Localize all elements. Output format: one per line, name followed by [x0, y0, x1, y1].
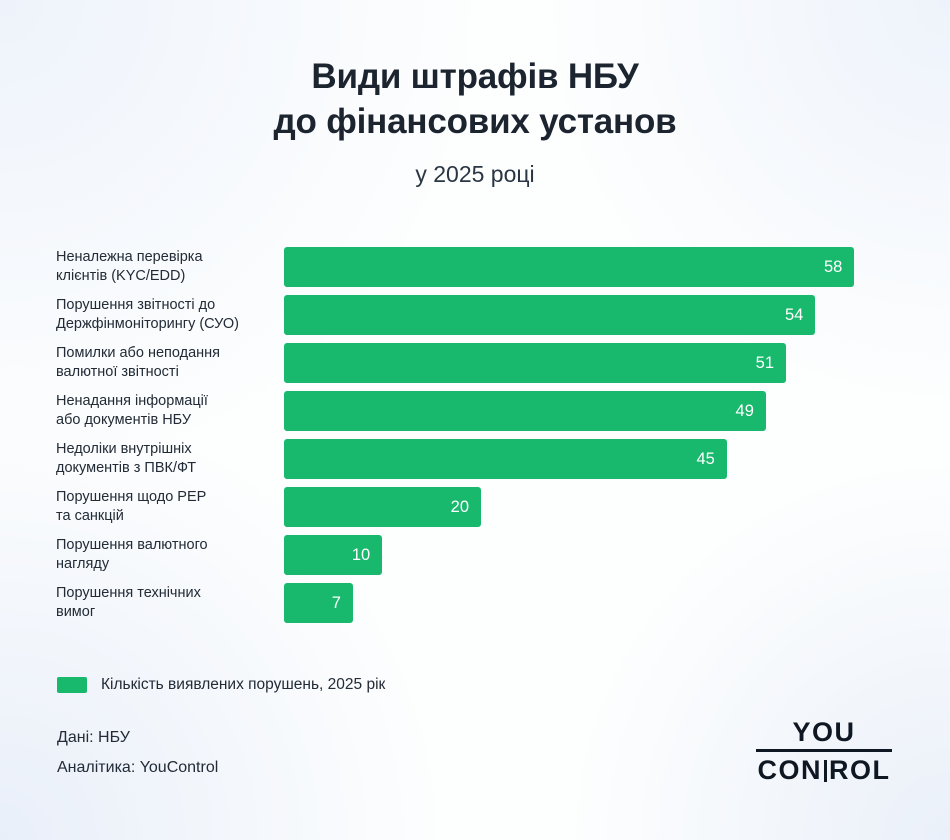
category-label-line: нагляду — [56, 556, 110, 572]
bar[interactable] — [284, 295, 815, 335]
bar-value: 58 — [823, 257, 843, 276]
category-label — [56, 248, 284, 286]
title-block — [0, 0, 950, 188]
bar-track — [284, 535, 894, 575]
bar[interactable] — [284, 343, 786, 383]
chart-row — [56, 339, 894, 387]
category-label — [56, 488, 284, 526]
category-label — [56, 344, 284, 382]
category-label-line: Недоліки внутрішніх — [56, 440, 192, 457]
chart-row — [56, 291, 894, 339]
logo-bottom-right: ROL — [829, 755, 891, 786]
category-label-line: Порушення щодо РЕР — [56, 488, 207, 505]
bar-value: 10 — [351, 545, 371, 564]
legend-label: Кількість виявлених порушень, 2025 рік — [101, 676, 386, 693]
chart-title-line-2: до фінансових установ — [273, 101, 677, 141]
bar-track — [284, 343, 894, 383]
bar-track — [284, 439, 894, 479]
bar[interactable] — [284, 247, 854, 287]
category-label — [56, 584, 284, 622]
category-label-line: Порушення технічних — [56, 584, 201, 601]
logo-top-text: YOU — [756, 718, 892, 752]
youcontrol-logo — [756, 718, 892, 786]
category-label-line: Порушення валютного — [56, 536, 208, 553]
category-label-line: вимог — [56, 604, 96, 620]
category-label-line: Неналежна перевірка — [56, 248, 203, 265]
category-label — [56, 440, 284, 478]
bar[interactable] — [284, 535, 382, 575]
chart-legend — [57, 676, 385, 694]
category-label-line: або документів НБУ — [56, 412, 192, 428]
category-label-line: Помилки або неподання — [56, 344, 221, 361]
bar-track — [284, 583, 894, 623]
bar-chart-plot — [56, 243, 894, 627]
bar-value: 45 — [696, 449, 715, 468]
bar-value: 20 — [450, 497, 470, 516]
footer — [57, 723, 218, 784]
logo-bottom-text — [756, 752, 892, 786]
chart-row — [56, 243, 894, 291]
bar-track — [284, 247, 894, 287]
chart-row — [56, 579, 894, 627]
category-label-line: клієнтів (KYC/EDD) — [56, 268, 186, 284]
bar-value: 54 — [784, 305, 804, 324]
bar-value: 51 — [755, 353, 775, 372]
chart-row — [56, 387, 894, 435]
chart-row — [56, 483, 894, 531]
bar[interactable] — [284, 583, 353, 623]
footer-source: Дані: НБУ — [57, 729, 130, 746]
category-label — [56, 392, 284, 430]
bar-track — [284, 487, 894, 527]
category-label — [56, 536, 284, 574]
chart-title-line-1: Види штрафів НБУ — [311, 57, 639, 96]
bar-value: 7 — [331, 593, 341, 612]
chart-subtitle: у 2025 році — [415, 160, 535, 187]
bar[interactable] — [284, 487, 481, 527]
bar[interactable] — [284, 391, 766, 431]
footer-analytics: Аналітика: YouControl — [57, 759, 219, 777]
legend-swatch-icon — [57, 677, 87, 693]
bar-track — [284, 391, 894, 431]
category-label-line: Держфінмоніторингу (СУО) — [56, 316, 240, 332]
logo-divider-icon — [824, 760, 827, 782]
logo-bottom-left: CON — [757, 755, 822, 786]
chart-row — [56, 435, 894, 483]
bar[interactable] — [284, 439, 727, 479]
category-label-line: документів з ПВК/ФТ — [56, 460, 197, 476]
category-label — [56, 296, 284, 334]
bar-value: 49 — [735, 401, 754, 420]
bar-track — [284, 295, 894, 335]
category-label-line: Ненадання інформації — [56, 392, 208, 409]
page-title — [0, 55, 950, 145]
category-label-line: валютної звітності — [56, 364, 179, 380]
category-label-line: Порушення звітності до — [56, 296, 216, 313]
category-label-line: та санкцій — [56, 508, 124, 524]
chart-row — [56, 531, 894, 579]
